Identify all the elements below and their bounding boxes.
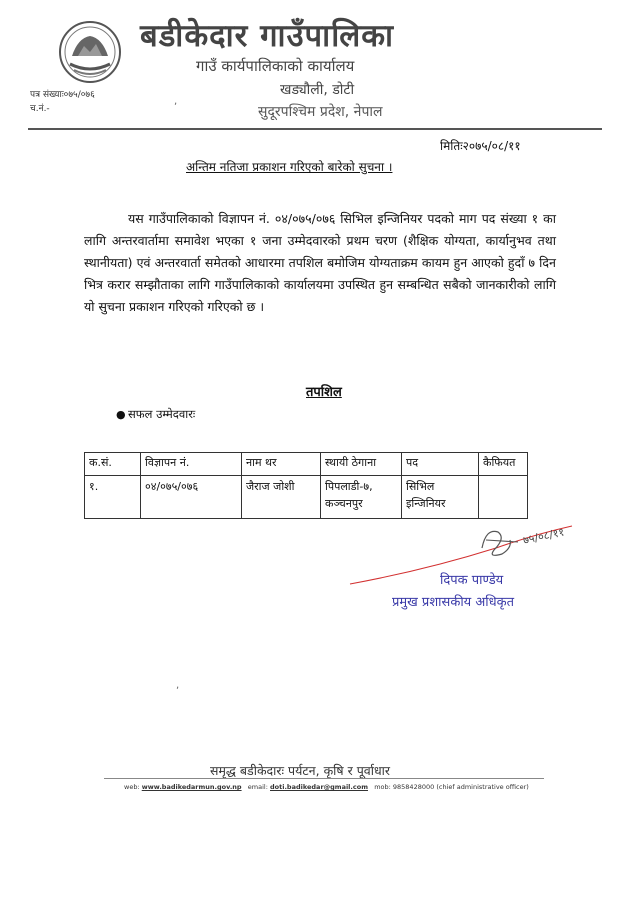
table-header: क.सं. xyxy=(85,453,141,476)
successful-candidates-label: सफल उम्मेदवारः xyxy=(128,407,196,421)
signer-title: प्रमुख प्रशासकीय अधिकृत xyxy=(392,595,515,610)
table-row xyxy=(85,476,528,519)
letter-body: यस गाउँपालिकाको विज्ञापन नं. ०४/०७५/०७६ सिभिल इन्जिनियर पदको माग पद संख्या १ का लागि अन्तरवार्तामा समावेश भएका १ जना उम्मेदवारको प्रथम चरण (शैक्षिक योग्यता, कार्यानुभव तथा स्थानीयता) एवं अन्तरवार्ता समेतको आधारमा तपशिल बमोजिम योग्यताक्रम कायम हुन आएको हुदाँ ७ दिन भित्र करार सम्झौताका लागि गाउँपालिकाको कार्यालयमा उपस्थित हुन सम्बन्धित सबैको जानकारीको लागि यो सुचना प्रकाशन गरिएको गरिएको छ । xyxy=(84,211,556,314)
post-line: इन्जिनियर xyxy=(406,497,446,510)
office-location: खड्यौली, डोटी xyxy=(280,82,355,98)
details-heading: तपशिल xyxy=(306,385,342,400)
letter-subject: अन्तिम नतिजा प्रकाशन गरिएको बारेको सुचना । xyxy=(186,160,393,174)
table-header-row xyxy=(85,453,528,476)
web-label: web: xyxy=(124,783,140,791)
letter-number: पत्र संख्याः०७५/०७६ xyxy=(30,90,95,100)
cell-remarks xyxy=(479,476,528,519)
footer-slogan: समृद्ध बडीकेदारः पर्यटन, कृषि र पूर्वाधार xyxy=(210,763,391,778)
cell-ad-no: ०४/०७५/०७६ xyxy=(141,476,242,519)
letter-date: मितिः२०७५/०८/११ xyxy=(440,139,521,153)
province: सुदूरपश्चिम प्रदेश, नेपाल xyxy=(258,104,383,120)
office-name: गाउँ कार्यपालिकाको कार्यालय xyxy=(196,57,355,75)
email-link[interactable]: doti.badikedar@gmail.com xyxy=(270,783,368,791)
bullet-icon: ● xyxy=(116,408,126,421)
signature-date: ७५/०८/११ xyxy=(521,525,566,547)
table-header: विज्ञापन नं. xyxy=(141,453,242,476)
post-line: सिभिल xyxy=(406,480,435,493)
table-header: स्थायी ठेगाना xyxy=(321,453,402,476)
footer-contact xyxy=(124,783,529,791)
nepal-emblem-icon xyxy=(58,20,122,84)
signer-name: दिपक पाण्डेय xyxy=(440,573,504,588)
table-header: पद xyxy=(402,453,479,476)
mobile-label: mob: xyxy=(374,783,391,791)
dispatch-number: च.नं.- xyxy=(30,104,50,114)
cell-address xyxy=(321,476,402,519)
scan-mark: , xyxy=(176,680,180,691)
cell-name: जैराज जोशी xyxy=(242,476,321,519)
email-label: email: xyxy=(247,783,268,791)
table-header: कैफियत xyxy=(479,453,528,476)
header-divider xyxy=(28,128,602,130)
scan-mark: , xyxy=(174,96,178,107)
address-line: पिपलाडी-७, xyxy=(325,480,373,493)
table-header: नाम थर xyxy=(242,453,321,476)
org-name: बडीकेदार गाउँपालिका xyxy=(140,18,395,54)
footer-divider xyxy=(104,778,544,779)
cell-sn: १. xyxy=(85,476,141,519)
mobile-number: 9858428000 xyxy=(392,783,435,791)
cell-post xyxy=(402,476,479,519)
result-table xyxy=(84,452,528,519)
mobile-note: (chief administrative officer) xyxy=(436,783,529,791)
web-link[interactable]: www.badikedarmun.gov.np xyxy=(141,783,242,791)
address-line: कञ्चनपुर xyxy=(325,497,363,510)
